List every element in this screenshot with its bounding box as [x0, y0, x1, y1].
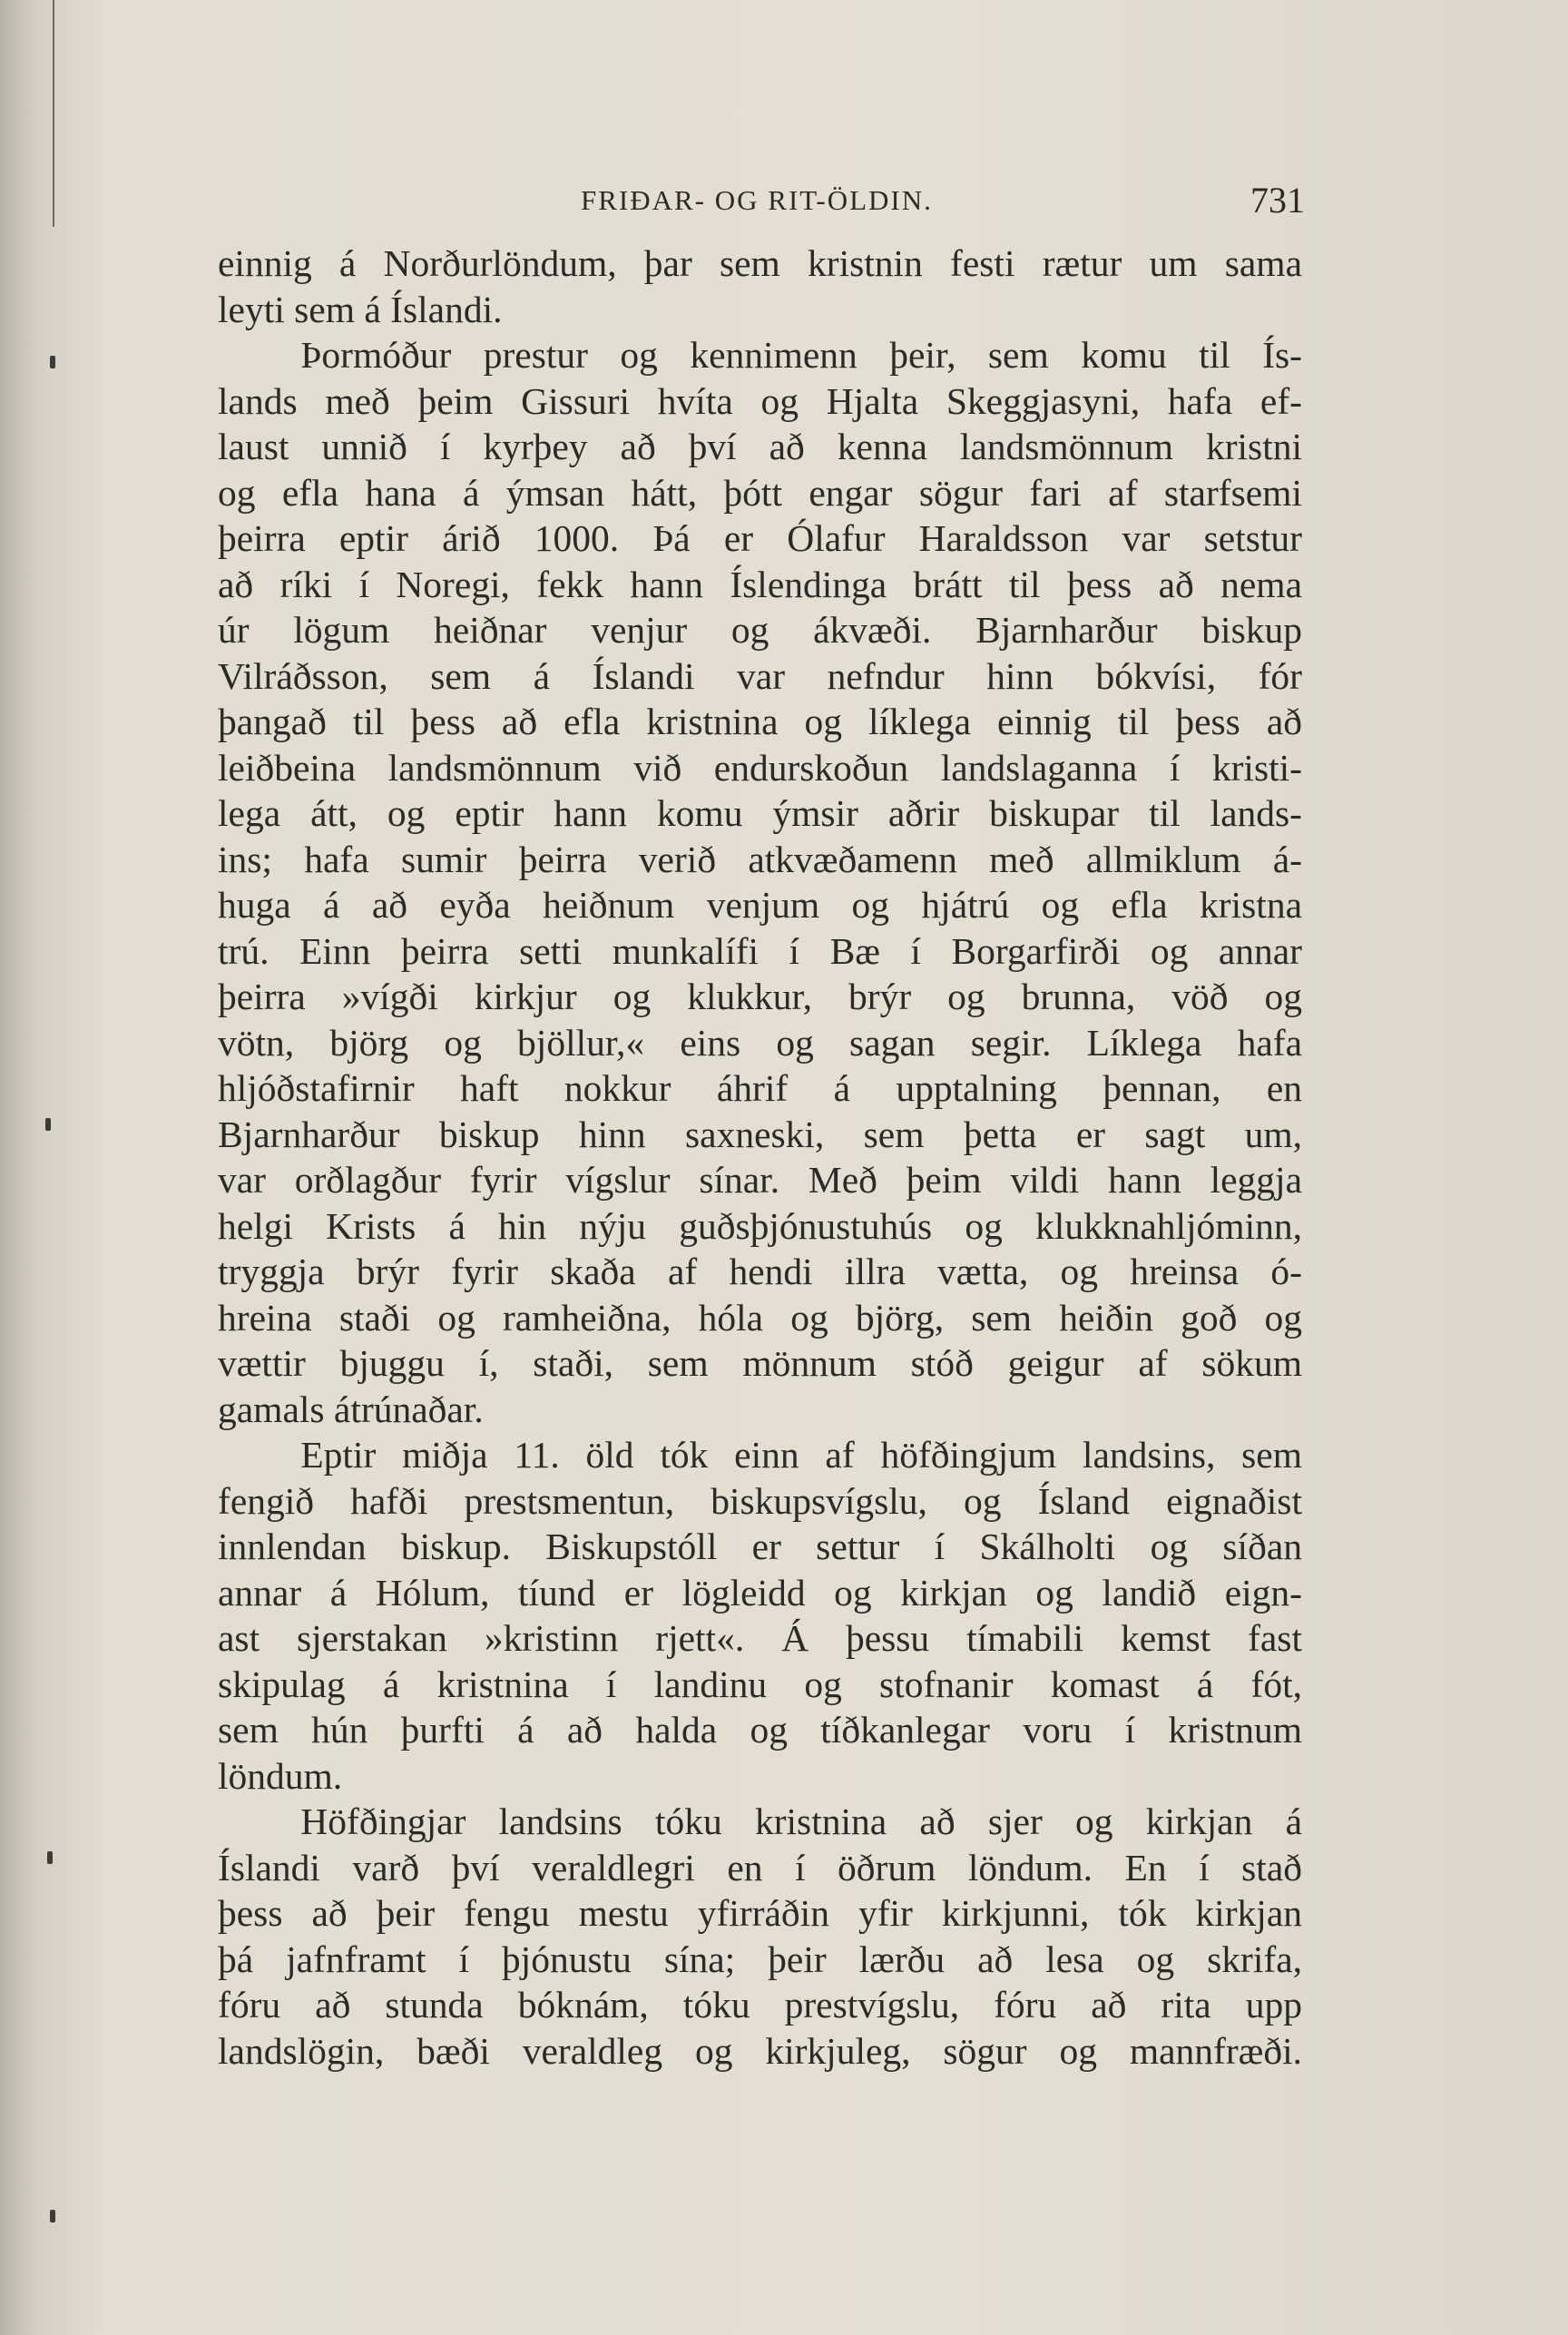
text-line: lega átt, og eptir hann komu ýmsir aðrir biskupar til lands-	[218, 792, 1302, 834]
page-number: 731	[1250, 180, 1305, 221]
text-line: huga á að eyða heiðnum venjum og hjátrú og efla kristna	[218, 884, 1302, 926]
text-line: Bjarnharður biskup hinn saxneski, sem þetta er sagt um,	[218, 1113, 1302, 1155]
running-title: FRIÐAR- OG RIT-ÖLDIN.	[581, 184, 933, 216]
text-line: fóru að stunda bóknám, tóku prestvígslu, fóru að rita upp	[218, 1984, 1302, 2026]
running-header	[581, 178, 1305, 223]
text-line: gamals átrúnaðar.	[218, 1388, 484, 1430]
text-line: leiðbeina landsmönnum við endurskoðun landslaganna í kristi-	[218, 746, 1302, 789]
text-line: löndum.	[218, 1754, 343, 1797]
text-line: þess að þeir fengu mestu yfirráðin yfir kirkjunni, tók kirkjan	[218, 1892, 1302, 1934]
text-line: annar á Hólum, tíund er lögleidd og kirkjan og landið eign-	[218, 1571, 1302, 1614]
text-line: einnig á Norðurlöndum, þar sem kristnin festi rætur um sama	[218, 242, 1302, 284]
text-line: ast sjerstakan »kristinn rjett«. Á þessu tímabili kemst fast	[218, 1617, 1302, 1659]
text-line: að ríki í Noregi, fekk hann Íslendinga brátt til þess að nema	[218, 563, 1302, 605]
text-line: sem hún þurfti á að halda og tíðkanlegar voru í kristnum	[218, 1709, 1302, 1751]
text-line: Eptir miðja 11. öld tók einn af höfðingjum landsins, sem	[300, 1434, 1302, 1476]
text-line: þeirra »vígði kirkjur og klukkur, brýr og brunna, vöð og	[218, 976, 1302, 1017]
text-line: hreina staði og ramheiðna, hóla og björg, sem heiðin goð og	[218, 1296, 1302, 1339]
text-line: fengið hafði prestsmentun, biskupsvígslu, og Ísland eignaðist	[218, 1479, 1302, 1522]
text-line: innlendan biskup. Biskupstóll er settur í Skálholti og síðan	[218, 1526, 1302, 1567]
text-line: vættir bjuggu í, staði, sem mönnum stóð geigur af sökum	[218, 1342, 1302, 1384]
margin-mark	[50, 2210, 55, 2222]
text-line: og efla hana á ýmsan hátt, þótt engar sögur fari af starfsemi	[218, 471, 1302, 514]
text-line: vötn, björg og bjöllur,« eins og sagan segir. Líklega hafa	[218, 1021, 1302, 1064]
text-line: laust unnið í kyrþey að því að kenna landsmönnum kristni	[218, 426, 1302, 467]
text-line: þeirra eptir árið 1000. Þá er Ólafur Haraldsson var setstur	[218, 517, 1302, 559]
text-line: hljóðstafirnir haft nokkur áhrif á upptalning þennan, en	[218, 1067, 1302, 1109]
text-line: ins; hafa sumir þeirra verið atkvæðamenn með allmiklum á-	[218, 838, 1302, 880]
margin-mark	[45, 1118, 51, 1131]
text-line: landslögin, bæði veraldleg og kirkjuleg, sögur og mannfræði.	[218, 2029, 1302, 2072]
text-line: lands með þeim Gissuri hvíta og Hjalta Skeggjasyni, hafa ef-	[218, 379, 1302, 422]
text-line: var orðlagður fyrir vígslur sínar. Með þeim vildi hann leggja	[218, 1159, 1302, 1201]
text-line: Höfðingjar landsins tóku kristnina að sjer og kirkjan á	[300, 1800, 1302, 1842]
body-text	[218, 240, 1302, 2074]
text-line: leyti sem á Íslandi.	[218, 288, 503, 330]
text-line: tryggja brýr fyrir skaða af hendi illra vætta, og hreinsa ó-	[218, 1251, 1302, 1292]
text-line: helgi Krists á hin nýju guðsþjónustuhús og klukknahljóminn,	[218, 1204, 1302, 1247]
text-line: úr lögum heiðnar venjur og ákvæði. Bjarnharður biskup	[218, 609, 1302, 651]
margin-mark	[50, 356, 55, 368]
text-line: Þormóður prestur og kennimenn þeir, sem komu til Ís-	[300, 334, 1302, 376]
text-line: trú. Einn þeirra setti munkalífi í Bæ í Borgarfirði og annar	[218, 929, 1302, 972]
text-line: þá jafnframt í þjónustu sína; þeir lærðu að lesa og skrifa,	[218, 1938, 1302, 1980]
text-line: Vilráðsson, sem á Íslandi var nefndur hinn bókvísi, fór	[218, 654, 1302, 697]
text-line: skipulag á kristnina í landinu og stofnanir komast á fót,	[218, 1663, 1302, 1705]
margin-mark	[47, 1851, 53, 1864]
text-line: þangað til þess að efla kristnina og líklega einnig til þess að	[218, 701, 1302, 742]
text-line: Íslandi varð því veraldlegri en í öðrum löndum. En í stað	[218, 1846, 1302, 1889]
binding-edge	[53, 0, 54, 227]
